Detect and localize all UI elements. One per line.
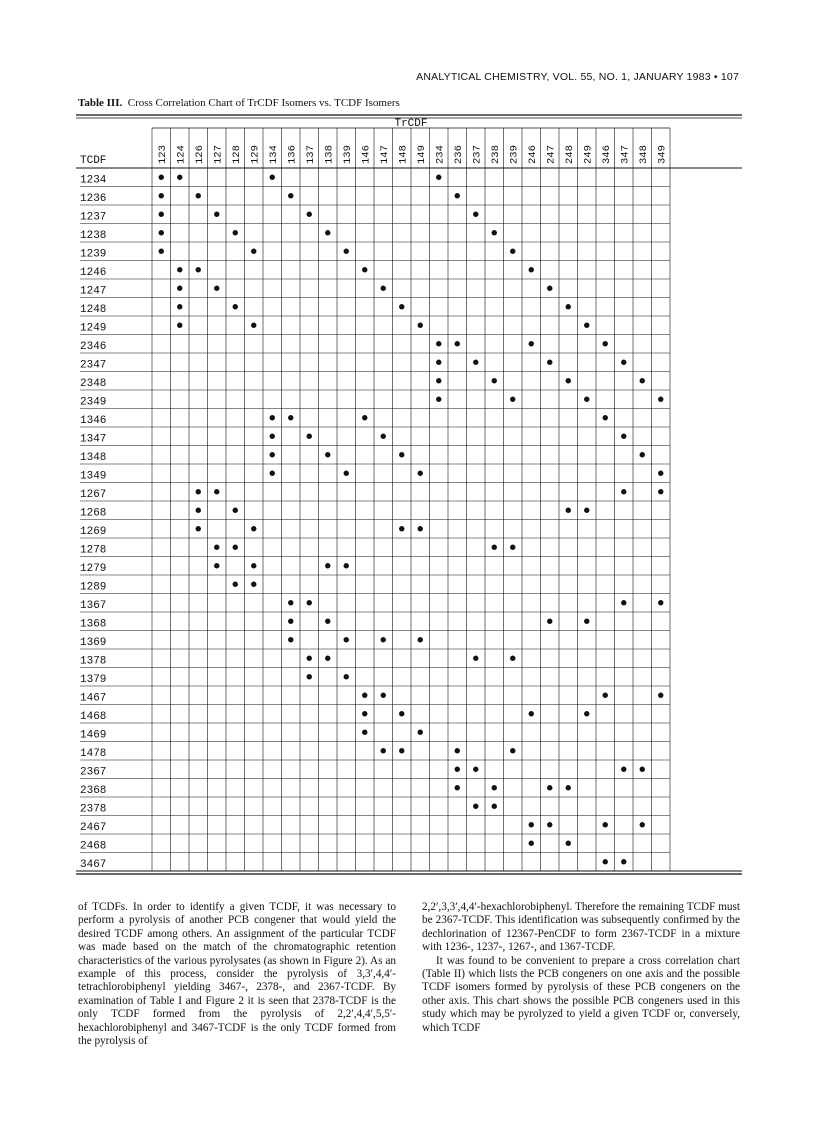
- row-label: 1249: [80, 322, 107, 335]
- correlation-dot: [399, 526, 404, 531]
- correlation-dot: [455, 193, 460, 198]
- row-label: 2347: [80, 359, 107, 372]
- correlation-dot: [603, 693, 608, 698]
- column-header: 349: [656, 145, 669, 164]
- correlation-dot: [436, 378, 441, 383]
- column-header: 128: [230, 145, 243, 164]
- column-header: 234: [434, 145, 447, 164]
- correlation-dot: [492, 230, 497, 235]
- correlation-dot: [492, 804, 497, 809]
- row-label: 1234: [80, 174, 107, 187]
- correlation-dot: [381, 748, 386, 753]
- correlation-dot: [418, 637, 423, 642]
- correlation-dot: [177, 323, 182, 328]
- correlation-dot: [307, 674, 312, 679]
- correlation-dot: [547, 360, 552, 365]
- correlation-dot: [177, 286, 182, 291]
- correlation-dot: [640, 822, 645, 827]
- correlation-dot: [529, 267, 534, 272]
- column-header: 237: [471, 145, 484, 164]
- correlation-dot: [159, 175, 164, 180]
- column-header: 246: [526, 145, 539, 164]
- correlation-dot: [325, 563, 330, 568]
- row-label: 2349: [80, 396, 107, 409]
- row-label: 1236: [80, 193, 107, 205]
- row-label: 1238: [80, 230, 107, 242]
- column-header: 127: [212, 145, 225, 164]
- table-label: Table III.: [78, 97, 123, 109]
- column-header: 238: [489, 145, 502, 164]
- correlation-dot: [214, 489, 219, 494]
- correlation-dot: [418, 730, 423, 735]
- correlation-dot: [381, 286, 386, 291]
- correlation-dot: [455, 748, 460, 753]
- correlation-dot: [603, 822, 608, 827]
- correlation-dot: [344, 637, 349, 642]
- correlation-dot: [344, 674, 349, 679]
- row-label: 2468: [80, 840, 107, 853]
- correlation-dot: [621, 489, 626, 494]
- column-header: 126: [193, 145, 206, 164]
- correlation-dot: [159, 249, 164, 254]
- row-label: 1246: [80, 267, 107, 279]
- correlation-dot: [529, 841, 534, 846]
- correlation-dot: [307, 212, 312, 217]
- column-header: 348: [637, 145, 650, 164]
- correlation-dot: [436, 175, 441, 180]
- correlation-dot: [159, 230, 164, 235]
- body-left-column: [78, 901, 396, 1048]
- correlation-dot: [344, 471, 349, 476]
- correlation-dot: [510, 249, 515, 254]
- correlation-dot: [603, 415, 608, 420]
- row-label: 1269: [80, 526, 107, 538]
- correlation-dot: [640, 767, 645, 772]
- correlation-dot: [640, 378, 645, 383]
- correlation-dot: [418, 526, 423, 531]
- correlation-dot: [214, 212, 219, 217]
- correlation-dot: [547, 822, 552, 827]
- correlation-dot: [233, 508, 238, 513]
- row-label: 1478: [80, 748, 107, 760]
- correlation-dot: [288, 619, 293, 624]
- correlation-dot: [288, 637, 293, 642]
- correlation-dot: [436, 397, 441, 402]
- correlation-dot: [307, 656, 312, 661]
- correlation-dot: [510, 748, 515, 753]
- correlation-dot: [492, 378, 497, 383]
- correlation-dot: [473, 212, 478, 217]
- correlation-dot: [288, 193, 293, 198]
- column-header: 136: [286, 145, 299, 164]
- correlation-dot: [621, 859, 626, 864]
- column-header: 149: [415, 145, 428, 164]
- correlation-dot: [621, 360, 626, 365]
- column-group-label: TrCDF: [394, 118, 428, 130]
- column-header: 139: [341, 145, 354, 164]
- correlation-dot: [214, 286, 219, 291]
- correlation-dot: [621, 434, 626, 439]
- correlation-dot: [473, 656, 478, 661]
- correlation-dot: [325, 230, 330, 235]
- column-header: 347: [619, 145, 632, 164]
- correlation-dot: [529, 341, 534, 346]
- row-label: 1239: [80, 248, 107, 261]
- row-label: 2346: [80, 341, 107, 353]
- row-label: 1237: [80, 211, 107, 224]
- body-paragraph: It was found to be convenient to prepare a cross correlation chart (Table II) which lists the PCB congeners on one axis and the possible TCDF isomers formed by pyrolysis of these PCB congeners on the other axis. This chart shows the possible PCB congeners used in this study which may be pyrolyzed to yield a given TCDF or, conversely, which TCDF: [422, 954, 740, 1034]
- correlation-dot: [325, 656, 330, 661]
- correlation-dot: [251, 323, 256, 328]
- correlation-dot: [251, 563, 256, 568]
- row-label: 2367: [80, 766, 107, 779]
- correlation-dot: [233, 582, 238, 587]
- correlation-dot: [196, 489, 201, 494]
- correlation-dot: [436, 341, 441, 346]
- correlation-dot: [510, 397, 515, 402]
- correlation-dot: [233, 545, 238, 550]
- row-label: 1468: [80, 711, 107, 723]
- row-label: 1248: [80, 304, 107, 316]
- correlation-dot: [399, 711, 404, 716]
- column-header: 247: [545, 145, 558, 164]
- correlation-dot: [640, 452, 645, 457]
- correlation-dot: [362, 693, 367, 698]
- correlation-dot: [251, 582, 256, 587]
- column-header: 249: [582, 145, 595, 164]
- column-header: 123: [156, 145, 169, 164]
- row-label: 1367: [80, 600, 107, 612]
- correlation-dot: [473, 360, 478, 365]
- correlation-dot: [381, 693, 386, 698]
- correlation-dot: [473, 767, 478, 772]
- correlation-dot: [584, 619, 589, 624]
- correlation-dot: [547, 619, 552, 624]
- correlation-dot: [381, 637, 386, 642]
- correlation-dot: [196, 193, 201, 198]
- correlation-dot: [473, 804, 478, 809]
- column-header: 146: [360, 145, 373, 164]
- correlation-dot: [362, 711, 367, 716]
- correlation-dot: [251, 526, 256, 531]
- row-label: 1369: [80, 637, 107, 649]
- correlation-dot: [658, 693, 663, 698]
- row-label: 1278: [80, 544, 107, 557]
- correlation-dot: [584, 508, 589, 513]
- row-label: 2348: [80, 378, 107, 390]
- row-label: 1289: [80, 581, 107, 594]
- correlation-dot: [566, 508, 571, 513]
- correlation-dot: [288, 600, 293, 605]
- correlation-dot: [621, 600, 626, 605]
- correlation-dot: [547, 785, 552, 790]
- correlation-dot: [510, 656, 515, 661]
- correlation-dot: [233, 230, 238, 235]
- correlation-dot: [529, 822, 534, 827]
- correlation-dot: [177, 267, 182, 272]
- row-label: 1469: [80, 729, 107, 742]
- table-caption: Cross Correlation Chart of TrCDF Isomers vs. TCDF Isomers: [127, 97, 400, 109]
- row-label: 1368: [80, 618, 107, 631]
- correlation-dot: [159, 212, 164, 217]
- correlation-dot: [270, 452, 275, 457]
- correlation-dot: [196, 508, 201, 513]
- correlation-dot: [325, 619, 330, 624]
- column-header: 134: [267, 145, 280, 164]
- correlation-dot: [658, 471, 663, 476]
- correlation-dot: [566, 841, 571, 846]
- column-header: 138: [323, 145, 336, 164]
- running-header: ANALYTICAL CHEMISTRY, VOL. 55, NO. 1, JANUARY 1983 • 107: [416, 71, 739, 83]
- correlation-dot: [196, 526, 201, 531]
- row-label: 1279: [80, 563, 107, 575]
- correlation-dot: [584, 323, 589, 328]
- column-header: 124: [175, 145, 188, 164]
- row-label: 2368: [80, 785, 107, 797]
- correlation-dot: [159, 193, 164, 198]
- correlation-dot: [510, 545, 515, 550]
- row-label: 1348: [80, 452, 107, 464]
- correlation-dot: [399, 304, 404, 309]
- correlation-dot: [177, 304, 182, 309]
- column-header: 148: [397, 145, 410, 164]
- row-header-label: TCDF: [80, 155, 107, 167]
- correlation-dot: [492, 785, 497, 790]
- column-header: 147: [378, 145, 391, 164]
- correlation-dot: [566, 785, 571, 790]
- correlation-dot: [547, 286, 552, 291]
- row-label: 1347: [80, 433, 107, 446]
- correlation-dot: [307, 434, 312, 439]
- row-label: 1379: [80, 674, 107, 686]
- correlation-dot: [658, 397, 663, 402]
- column-header: 236: [452, 145, 465, 164]
- row-label: 3467: [80, 859, 107, 871]
- row-label: 1267: [80, 489, 107, 501]
- correlation-dot: [270, 415, 275, 420]
- correlation-dot: [270, 471, 275, 476]
- row-label: 1467: [80, 692, 107, 705]
- correlation-dot: [270, 175, 275, 180]
- correlation-dot: [436, 360, 441, 365]
- body-paragraph: of TCDFs. In order to identify a given TCDF, it was necessary to perform a pyrolysis of another PCB congener that would yield the desired TCDF among others. An assignment of the particular TCDF was made based on the match of the chromatographic retention characteristics of the various pyrolysates (as shown in Figure 2). As an example of this process, consider the pyrolysis of 3,3′,4,4′-tetrachlorobiphenyl yielding 3467-, 2378-, and 2367-TCDF. By examination of Table I and Figure 2 it is seen that 2378-TCDF is the only TCDF formed from the pyrolysis of 2,2′,4,4′,5,5′-hexachlorobiphenyl and 3467-TCDF is the only TCDF formed from the pyrolysis of: [78, 901, 396, 1048]
- correlation-dot: [658, 489, 663, 494]
- body-right-column: [422, 901, 740, 1035]
- row-label: 1268: [80, 507, 107, 520]
- correlation-dot: [621, 767, 626, 772]
- column-header: 129: [249, 145, 262, 164]
- correlation-dot: [399, 748, 404, 753]
- correlation-dot: [658, 600, 663, 605]
- column-header: 239: [508, 145, 521, 164]
- row-label: 2378: [80, 803, 107, 816]
- correlation-dot: [307, 600, 312, 605]
- correlation-dot: [455, 767, 460, 772]
- correlation-dot: [399, 452, 404, 457]
- correlation-dot: [196, 267, 201, 272]
- correlation-dot: [270, 434, 275, 439]
- correlation-dot: [288, 415, 293, 420]
- row-label: 1346: [80, 415, 107, 427]
- row-label: 1247: [80, 285, 107, 298]
- correlation-dot: [344, 249, 349, 254]
- correlation-dot: [455, 341, 460, 346]
- correlation-dot: [214, 545, 219, 550]
- correlation-dot: [529, 711, 534, 716]
- correlation-dot: [362, 415, 367, 420]
- correlation-dot: [233, 304, 238, 309]
- correlation-dot: [344, 563, 349, 568]
- correlation-dot: [418, 471, 423, 476]
- correlation-dot: [492, 545, 497, 550]
- correlation-dot: [566, 304, 571, 309]
- correlation-dot: [566, 378, 571, 383]
- row-label: 1349: [80, 470, 107, 483]
- correlation-dot: [214, 563, 219, 568]
- correlation-dot: [381, 434, 386, 439]
- column-header: 137: [304, 145, 317, 164]
- correlation-dot: [584, 397, 589, 402]
- correlation-dot: [603, 341, 608, 346]
- row-label: 2467: [80, 822, 107, 834]
- column-header: 346: [600, 145, 613, 164]
- correlation-dot: [418, 323, 423, 328]
- correlation-dot: [455, 785, 460, 790]
- correlation-dot: [325, 452, 330, 457]
- correlation-dot: [362, 730, 367, 735]
- correlation-dot: [251, 249, 256, 254]
- column-header: 248: [563, 145, 576, 164]
- correlation-dot: [362, 267, 367, 272]
- correlation-dot: [177, 175, 182, 180]
- correlation-dot: [603, 859, 608, 864]
- correlation-dot: [584, 711, 589, 716]
- row-label: 1378: [80, 655, 107, 668]
- body-paragraph: 2,2′,3,3′,4,4′-hexachlorobiphenyl. Therefore the remaining TCDF must be 2367-TCDF. This identification was subsequently confirmed by the dechlorination of 12367-PenCDF to form 2367-TCDF in a mixture with 1236-, 1237-, 1267-, and 1367-TCDF.: [422, 901, 740, 954]
